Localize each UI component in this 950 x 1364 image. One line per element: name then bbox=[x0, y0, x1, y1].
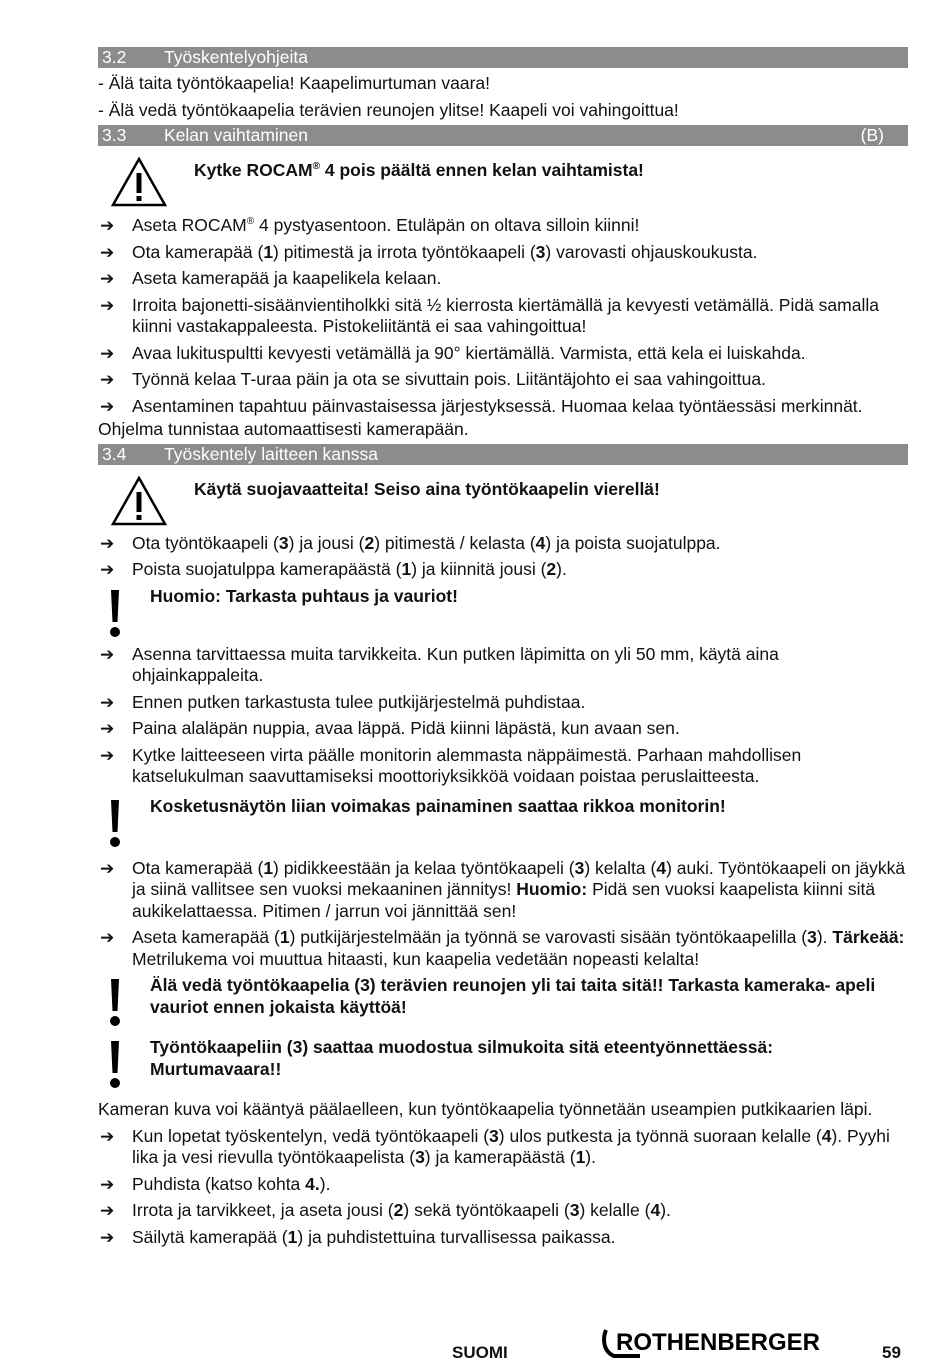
arrow-right-icon: ➔ bbox=[100, 719, 115, 738]
exclamation-icon bbox=[108, 1039, 122, 1089]
step-item: ➔ Ota kamerapää (1) pidikkeestään ja kelaa työntökaapeli (3) kelalta (4) auki. Työntökaapeli on jäykkä ja siinä vallitsee sen vuoksi mekaaninen jännitys! Huomio: Pidä sen vuoksi kaapelista kiinni sitä aukikelattaessa. Pitimen / jarrun voi jännittää sen! bbox=[100, 857, 906, 921]
note-block bbox=[98, 586, 908, 638]
arrow-right-icon: ➔ bbox=[100, 533, 115, 553]
section-title: Kelan vaihtaminen bbox=[164, 125, 308, 145]
arrow-right-icon: ➔ bbox=[100, 1201, 115, 1220]
arrow-right-icon: ➔ bbox=[100, 370, 115, 389]
step-item: ➔ Kytke laitteeseen virta päälle monitorin alemmasta näppäimestä. Parhaan mahdollisen katselukulman saavuttamiseksi moottoriyksikköä voidaan poistaa peruslaitteesta. bbox=[100, 744, 802, 786]
instruction-line: - Älä taita työntökaapelia! Kaapelimurtuman vaara! bbox=[98, 73, 491, 93]
section-header-3-4 bbox=[98, 444, 908, 465]
step-item: ➔ Säilytä kamerapää (1) ja puhdistettuina turvallisessa paikassa. bbox=[100, 1226, 616, 1247]
paragraph: Ohjelma tunnistaa automaattisesti kamerapään. bbox=[98, 419, 469, 439]
warning-text: Käytä suojavaatteita! Seiso aina työntökaapelin vierellä! bbox=[194, 478, 660, 499]
section-number: 3.2 bbox=[102, 47, 127, 67]
section-title: Työskentelyohjeita bbox=[164, 47, 308, 67]
warning-triangle-icon bbox=[110, 156, 168, 208]
step-item: ➔ Asenna tarvittaessa muita tarvikkeita. Kun putken läpimitta on yli 50 mm, käytä aina ohjainkappaleita. bbox=[100, 643, 779, 685]
arrow-right-icon: ➔ bbox=[100, 745, 115, 765]
step-item: ➔ Ennen putken tarkastusta tulee putkijärjestelmä puhdistaa. bbox=[100, 691, 586, 712]
section-number: 3.3 bbox=[102, 125, 127, 145]
arrow-right-icon: ➔ bbox=[100, 928, 115, 947]
step-item: ➔ Aseta kamerapää (1) putkijärjestelmään ja työnnä se varovasti sisään työntökaapelilla (3). Tärkeää: Metrilukema voi muuttua hitaasti, kun kaapelia vedetään nopeasti kelalta! bbox=[100, 927, 905, 969]
exclamation-icon bbox=[108, 588, 122, 638]
note-block bbox=[98, 1037, 908, 1093]
arrow-right-icon: ➔ bbox=[100, 343, 115, 363]
warning-block bbox=[98, 465, 908, 527]
section-header-3-2 bbox=[98, 47, 908, 68]
exclamation-icon bbox=[108, 977, 122, 1027]
section-title: Työskentely laitteen kanssa bbox=[164, 443, 379, 464]
arrow-right-icon: ➔ bbox=[100, 396, 115, 416]
paragraph: Kameran kuva voi kääntyä päälaelleen, kun työntökaapelia työnnetään useampien putkikaarien läpi. bbox=[98, 1099, 873, 1119]
note-text: Kosketusnäytön liian voimakas painaminen saattaa rikkoa monitorin! bbox=[150, 795, 726, 816]
arrow-right-icon: ➔ bbox=[100, 644, 115, 664]
arrow-right-icon: ➔ bbox=[100, 692, 115, 712]
arrow-right-icon: ➔ bbox=[100, 1174, 115, 1194]
arrow-right-icon: ➔ bbox=[100, 295, 115, 315]
note-block bbox=[98, 796, 908, 852]
warning-triangle-icon bbox=[110, 475, 168, 527]
section-header-3-3 bbox=[98, 125, 908, 146]
note-text: Älä vedä työntökaapelia (3) terävien reunojen yli tai taita sitä!! Tarkasta kameraka- apeli vauriot ennen jokaista käyttöä! bbox=[150, 975, 876, 1017]
footer-language: SUOMI bbox=[452, 1343, 508, 1362]
arrow-right-icon: ➔ bbox=[100, 560, 115, 579]
step-item: ➔ Puhdista (katso kohta 4.). bbox=[100, 1173, 331, 1194]
instruction-line: - Älä vedä työntökaapelia terävien reunojen ylitse! Kaapeli voi vahingoittua! bbox=[98, 99, 679, 120]
step-item: ➔ Irrota ja tarvikkeet, ja aseta jousi (2) sekä työntökaapeli (3) kelalle (4). bbox=[100, 1200, 671, 1220]
step-item: ➔ Avaa lukituspultti kevyesti vetämällä ja 90° kiertämällä. Varmista, että kela ei luiskahda. bbox=[100, 342, 806, 363]
arrow-right-icon: ➔ bbox=[100, 242, 115, 262]
page-number: 59 bbox=[882, 1343, 901, 1362]
note-text: Huomio: Tarkasta puhtaus ja vauriot! bbox=[150, 585, 458, 606]
step-item: ➔ Aseta kamerapää ja kaapelikela kelaan. bbox=[100, 268, 442, 288]
arrow-right-icon: ➔ bbox=[100, 269, 115, 288]
step-item: ➔ Paina alaläpän nuppia, avaa läppä. Pidä kiinni läpästä, kun avaan sen. bbox=[100, 718, 680, 738]
step-item: ➔ Ota työntökaapeli (3) ja jousi (2) pitimestä / kelasta (4) ja poista suojatulppa. bbox=[100, 532, 721, 553]
arrow-right-icon: ➔ bbox=[100, 858, 115, 878]
svg-text:ROTHENBERGER: ROTHENBERGER bbox=[616, 1329, 821, 1356]
warning-block bbox=[98, 146, 908, 208]
arrow-right-icon: ➔ bbox=[100, 216, 115, 235]
note-block bbox=[98, 975, 908, 1031]
section-tag: (B) bbox=[860, 125, 884, 145]
rothenberger-logo bbox=[600, 1326, 850, 1360]
page-footer bbox=[0, 1326, 950, 1364]
arrow-right-icon: ➔ bbox=[100, 1126, 115, 1146]
arrow-right-icon: ➔ bbox=[100, 1227, 115, 1247]
step-item: ➔ Irroita bajonetti-sisäänvientiholkki sitä ½ kierrosta kiertämällä ja kevyesti vetämällä. Pidä samalla kiinni vastakappaleesta. Pistokeliitäntä ei saa vahingoittua! bbox=[100, 294, 879, 336]
exclamation-icon bbox=[108, 798, 122, 848]
step-item: ➔ Asentaminen tapahtuu päinvastaisessa järjestyksessä. Huomaa kelaa työntäessäsi merkinnät. bbox=[100, 395, 863, 416]
warning-text: Kytke ROCAM® 4 pois päältä ennen kelan vaihtamista! bbox=[194, 160, 644, 180]
step-item: ➔ Kun lopetat työskentelyn, vedä työntökaapeli (3) ulos putkesta ja työnnä suoraan kelalle (4). Pyyhi lika ja vesi rievulla työntökaapelista (3) ja kamerapäästä (1). bbox=[100, 1125, 890, 1167]
page-content bbox=[98, 47, 908, 1253]
step-item: ➔ Työnnä kelaa T-uraa päin ja ota se sivuttain pois. Liitäntäjohto ei saa vahingoittua. bbox=[100, 369, 766, 389]
step-item: ➔ Aseta ROCAM® 4 pystyasentoon. Etuläpän on oltava silloin kiinni! bbox=[100, 215, 640, 235]
note-text: Työntökaapeliin (3) saattaa muodostua silmukoita sitä eteentyönnettäessä: Murtumavaara!! bbox=[150, 1037, 774, 1079]
step-item: ➔ Poista suojatulppa kamerapäästä (1) ja kiinnitä jousi (2). bbox=[100, 559, 567, 579]
step-item: ➔ Ota kamerapää (1) pitimestä ja irrota työntökaapeli (3) varovasti ohjauskoukusta. bbox=[100, 241, 758, 262]
section-number: 3.4 bbox=[102, 443, 127, 464]
